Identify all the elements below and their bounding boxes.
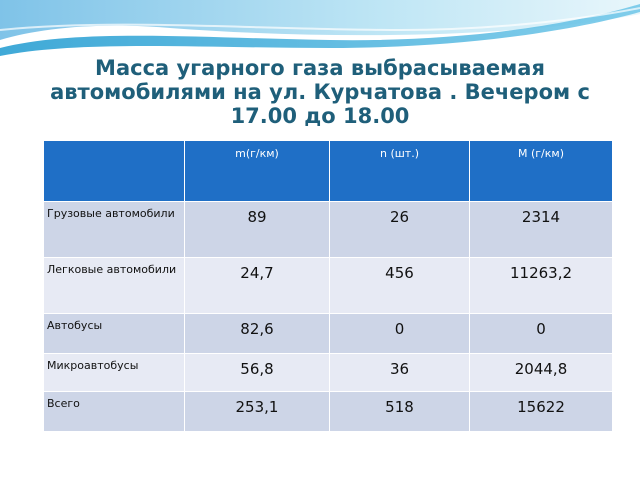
data-table	[43, 140, 613, 432]
header-cell-M: M (г/км)	[470, 141, 613, 202]
cell-M: 2314	[470, 202, 613, 258]
cell-m: 56,8	[185, 354, 330, 392]
cell-m: 89	[185, 202, 330, 258]
row-label: Всего	[44, 392, 185, 432]
header-cell-m: m(г/км)	[185, 141, 330, 202]
row-label: Легковые автомобили	[44, 258, 185, 314]
table-row	[44, 314, 613, 354]
cell-m: 24,7	[185, 258, 330, 314]
header-cell-n: n (шт.)	[330, 141, 470, 202]
table-row	[44, 354, 613, 392]
cell-M: 2044,8	[470, 354, 613, 392]
header-cell-empty	[44, 141, 185, 202]
table-row	[44, 258, 613, 314]
table-row	[44, 202, 613, 258]
cell-m: 82,6	[185, 314, 330, 354]
cell-n: 26	[330, 202, 470, 258]
row-label: Автобусы	[44, 314, 185, 354]
cell-M: 15622	[470, 392, 613, 432]
row-label: Грузовые автомобили	[44, 202, 185, 258]
cell-n: 0	[330, 314, 470, 354]
decorative-wave-banner	[0, 0, 640, 60]
cell-n: 36	[330, 354, 470, 392]
cell-m: 253,1	[185, 392, 330, 432]
cell-M: 0	[470, 314, 613, 354]
cell-M: 11263,2	[470, 258, 613, 314]
slide-title: Масса угарного газа выбрасываемая автомобилями на ул. Курчатова . Вечером с 17.00 до 18.00	[50, 56, 590, 128]
table-row	[44, 392, 613, 432]
row-label: Микроавтобусы	[44, 354, 185, 392]
cell-n: 456	[330, 258, 470, 314]
table-header-row	[44, 141, 613, 202]
cell-n: 518	[330, 392, 470, 432]
